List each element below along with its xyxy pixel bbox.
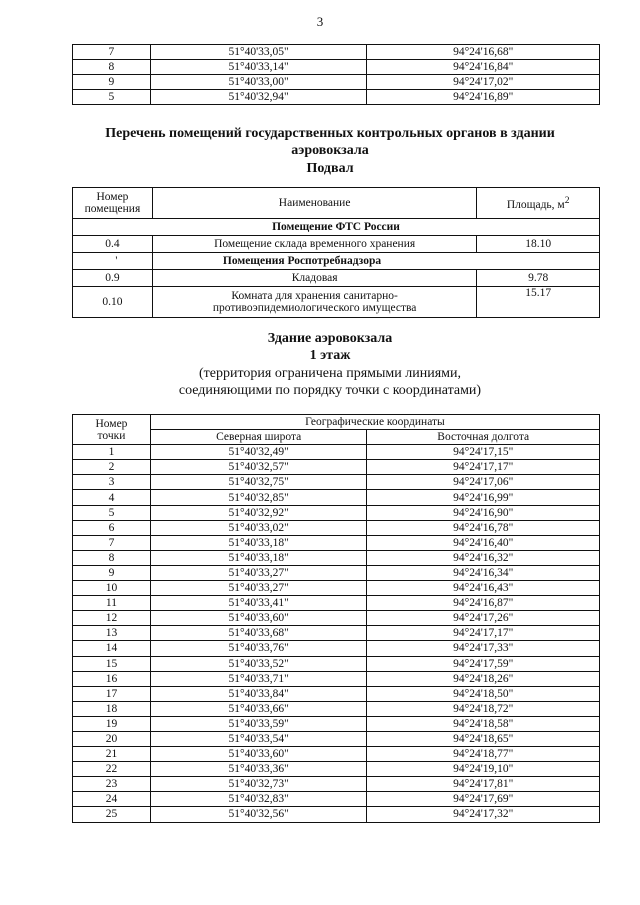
room-name: Кладовая — [152, 270, 476, 287]
point-number: 24 — [73, 792, 151, 807]
table-row — [73, 565, 600, 580]
point-number: 22 — [73, 762, 151, 777]
longitude-value: 94°24'16,40" — [367, 535, 600, 550]
continuation-coords-table — [72, 44, 600, 105]
latitude-value: 51°40'33,27" — [150, 581, 367, 596]
section-subtitle: Подвал — [306, 161, 354, 176]
point-number: 5 — [73, 505, 151, 520]
longitude-value: 94°24'18,26" — [367, 671, 600, 686]
longitude-value: 94°24'17,15" — [367, 445, 600, 460]
room-row — [73, 287, 600, 318]
header-room-name: Наименование — [152, 188, 476, 219]
table-row — [73, 777, 600, 792]
longitude-value: 94°24'17,02" — [367, 75, 600, 90]
latitude-value: 51°40'33,54" — [150, 731, 367, 746]
latitude-value: 51°40'32,57" — [150, 460, 367, 475]
room-row — [73, 270, 600, 287]
longitude-value: 94°24'17,59" — [367, 656, 600, 671]
latitude-value: 51°40'33,52" — [150, 656, 367, 671]
continuation-coords-body — [73, 45, 600, 105]
longitude-value: 94°24'16,90" — [367, 505, 600, 520]
longitude-value: 94°24'18,65" — [367, 731, 600, 746]
point-number: 6 — [73, 520, 151, 535]
point-number: 14 — [73, 641, 151, 656]
group-row — [73, 253, 600, 270]
room-row — [73, 236, 600, 253]
table-row — [73, 550, 600, 565]
coords-header-row — [73, 415, 600, 430]
rooms-table — [72, 187, 600, 318]
longitude-value: 94°24'16,84" — [367, 60, 600, 75]
point-number: 3 — [73, 475, 151, 490]
latitude-value: 51°40'33,00" — [150, 75, 367, 90]
table-row — [73, 45, 600, 60]
longitude-value: 94°24'17,33" — [367, 641, 600, 656]
latitude-value: 51°40'32,75" — [150, 475, 367, 490]
longitude-value: 94°24'19,10" — [367, 762, 600, 777]
latitude-value: 51°40'33,84" — [150, 686, 367, 701]
room-number: 0.4 — [73, 236, 153, 253]
latitude-value: 51°40'32,94" — [150, 90, 367, 105]
point-number: 23 — [73, 777, 151, 792]
longitude-value: 94°24'16,68" — [367, 45, 600, 60]
longitude-value: 94°24'17,81" — [367, 777, 600, 792]
longitude-value: 94°24'16,99" — [367, 490, 600, 505]
table-row — [73, 460, 600, 475]
longitude-value: 94°24'17,17" — [367, 626, 600, 641]
table-row — [73, 75, 600, 90]
latitude-value: 51°40'33,18" — [150, 535, 367, 550]
point-number: 5 — [73, 90, 151, 105]
latitude-value: 51°40'32,85" — [150, 490, 367, 505]
table-row — [73, 475, 600, 490]
point-number: 25 — [73, 807, 151, 822]
building-title: Здание аэровокзала — [267, 331, 393, 346]
longitude-value: 94°24'18,77" — [367, 747, 600, 762]
point-number: 13 — [73, 626, 151, 641]
longitude-value: 94°24'17,32" — [367, 807, 600, 822]
point-number: 8 — [73, 60, 151, 75]
table-row — [73, 490, 600, 505]
latitude-value: 51°40'33,14" — [150, 60, 367, 75]
point-number: 8 — [73, 550, 151, 565]
table-row — [73, 641, 600, 656]
point-number: 15 — [73, 656, 151, 671]
point-number: 9 — [73, 75, 151, 90]
longitude-value: 94°24'16,89" — [367, 90, 600, 105]
floor-title: 1 этаж — [309, 348, 351, 363]
area-label: Площадь, м — [506, 198, 565, 211]
room-number: 0.9 — [73, 270, 153, 287]
latitude-value: 51°40'33,68" — [150, 626, 367, 641]
table-row — [73, 701, 600, 716]
latitude-value: 51°40'33,71" — [150, 671, 367, 686]
latitude-value: 51°40'32,56" — [150, 807, 367, 822]
latitude-value: 51°40'33,27" — [150, 565, 367, 580]
point-number: 7 — [73, 535, 151, 550]
group2-mark: ' — [73, 253, 153, 270]
room-name: Помещение склада временного хранения — [152, 236, 476, 253]
header-room-area — [477, 188, 600, 219]
longitude-value: 94°24'18,50" — [367, 686, 600, 701]
area-note-line1: (территория ограничена прямыми линиями, — [198, 366, 462, 381]
header-point-line1: Номер — [95, 417, 128, 430]
point-number: 17 — [73, 686, 151, 701]
area-unit-sup: 2 — [564, 195, 570, 207]
room-area: 18.10 — [477, 236, 600, 253]
table-row — [73, 656, 600, 671]
point-number: 2 — [73, 460, 151, 475]
point-number: 7 — [73, 45, 151, 60]
point-number: 4 — [73, 490, 151, 505]
coordinates-table — [72, 414, 600, 823]
latitude-value: 51°40'33,02" — [150, 520, 367, 535]
table-row — [73, 807, 600, 822]
table-row — [73, 596, 600, 611]
longitude-value: 94°24'17,69" — [367, 792, 600, 807]
longitude-value: 94°24'17,06" — [367, 475, 600, 490]
latitude-value: 51°40'32,92" — [150, 505, 367, 520]
longitude-value: 94°24'17,26" — [367, 611, 600, 626]
table-row — [73, 626, 600, 641]
table-row — [73, 520, 600, 535]
page-number: 3 — [316, 14, 324, 29]
header-point-line2: точки — [97, 429, 126, 442]
longitude-value: 94°24'16,34" — [367, 565, 600, 580]
table-row — [73, 686, 600, 701]
table-row — [73, 611, 600, 626]
latitude-value: 51°40'33,66" — [150, 701, 367, 716]
table-row — [73, 731, 600, 746]
longitude-value: 94°24'16,43" — [367, 581, 600, 596]
room-area: 9.78 — [477, 270, 600, 287]
group2-label: Помещения Роспотребнадзора — [152, 253, 599, 270]
room-number: 0.10 — [73, 287, 153, 318]
header-room-number: Номер помещения — [73, 188, 153, 219]
coordinates-body — [73, 415, 600, 823]
header-geo: Географические координаты — [150, 415, 599, 430]
table-row — [73, 505, 600, 520]
point-number: 10 — [73, 581, 151, 596]
table-row — [73, 792, 600, 807]
area-note-line2: соединяющими по порядку точки с координатами) — [178, 383, 482, 398]
header-point-number — [73, 415, 151, 445]
coords-subheader-row — [73, 430, 600, 445]
longitude-value: 94°24'16,78" — [367, 520, 600, 535]
point-number: 9 — [73, 565, 151, 580]
latitude-value: 51°40'33,05" — [150, 45, 367, 60]
latitude-value: 51°40'33,59" — [150, 716, 367, 731]
longitude-value: 94°24'18,72" — [367, 701, 600, 716]
point-number: 11 — [73, 596, 151, 611]
table-row — [73, 671, 600, 686]
longitude-value: 94°24'17,17" — [367, 460, 600, 475]
point-number: 1 — [73, 445, 151, 460]
table-row — [73, 60, 600, 75]
longitude-value: 94°24'18,58" — [367, 716, 600, 731]
longitude-value: 94°24'16,32" — [367, 550, 600, 565]
table-row — [73, 762, 600, 777]
table-row — [73, 445, 600, 460]
room-area: 15.17 — [477, 287, 600, 318]
table-row — [73, 747, 600, 762]
section-title-line2: аэровокзала — [291, 143, 369, 158]
header-latitude: Северная широта — [150, 430, 367, 445]
point-number: 21 — [73, 747, 151, 762]
point-number: 20 — [73, 731, 151, 746]
point-number: 19 — [73, 716, 151, 731]
header-longitude: Восточная долгота — [367, 430, 600, 445]
table-row — [73, 90, 600, 105]
latitude-value: 51°40'33,76" — [150, 641, 367, 656]
latitude-value: 51°40'32,49" — [150, 445, 367, 460]
latitude-value: 51°40'33,36" — [150, 762, 367, 777]
latitude-value: 51°40'33,60" — [150, 611, 367, 626]
room-name: Комната для хранения санитарно-противоэпидемиологического имущества — [152, 287, 476, 318]
latitude-value: 51°40'33,60" — [150, 747, 367, 762]
table-row — [73, 535, 600, 550]
longitude-value: 94°24'16,87" — [367, 596, 600, 611]
latitude-value: 51°40'33,41" — [150, 596, 367, 611]
table-row — [73, 716, 600, 731]
latitude-value: 51°40'32,73" — [150, 777, 367, 792]
point-number: 16 — [73, 671, 151, 686]
group1-label: Помещение ФТС России — [73, 219, 600, 236]
point-number: 18 — [73, 701, 151, 716]
rooms-header-row — [73, 188, 600, 219]
latitude-value: 51°40'32,83" — [150, 792, 367, 807]
section-title-line1: Перечень помещений государственных контрольных органов в здании — [105, 126, 555, 141]
group-row — [73, 219, 600, 236]
point-number: 12 — [73, 611, 151, 626]
latitude-value: 51°40'33,18" — [150, 550, 367, 565]
table-row — [73, 581, 600, 596]
